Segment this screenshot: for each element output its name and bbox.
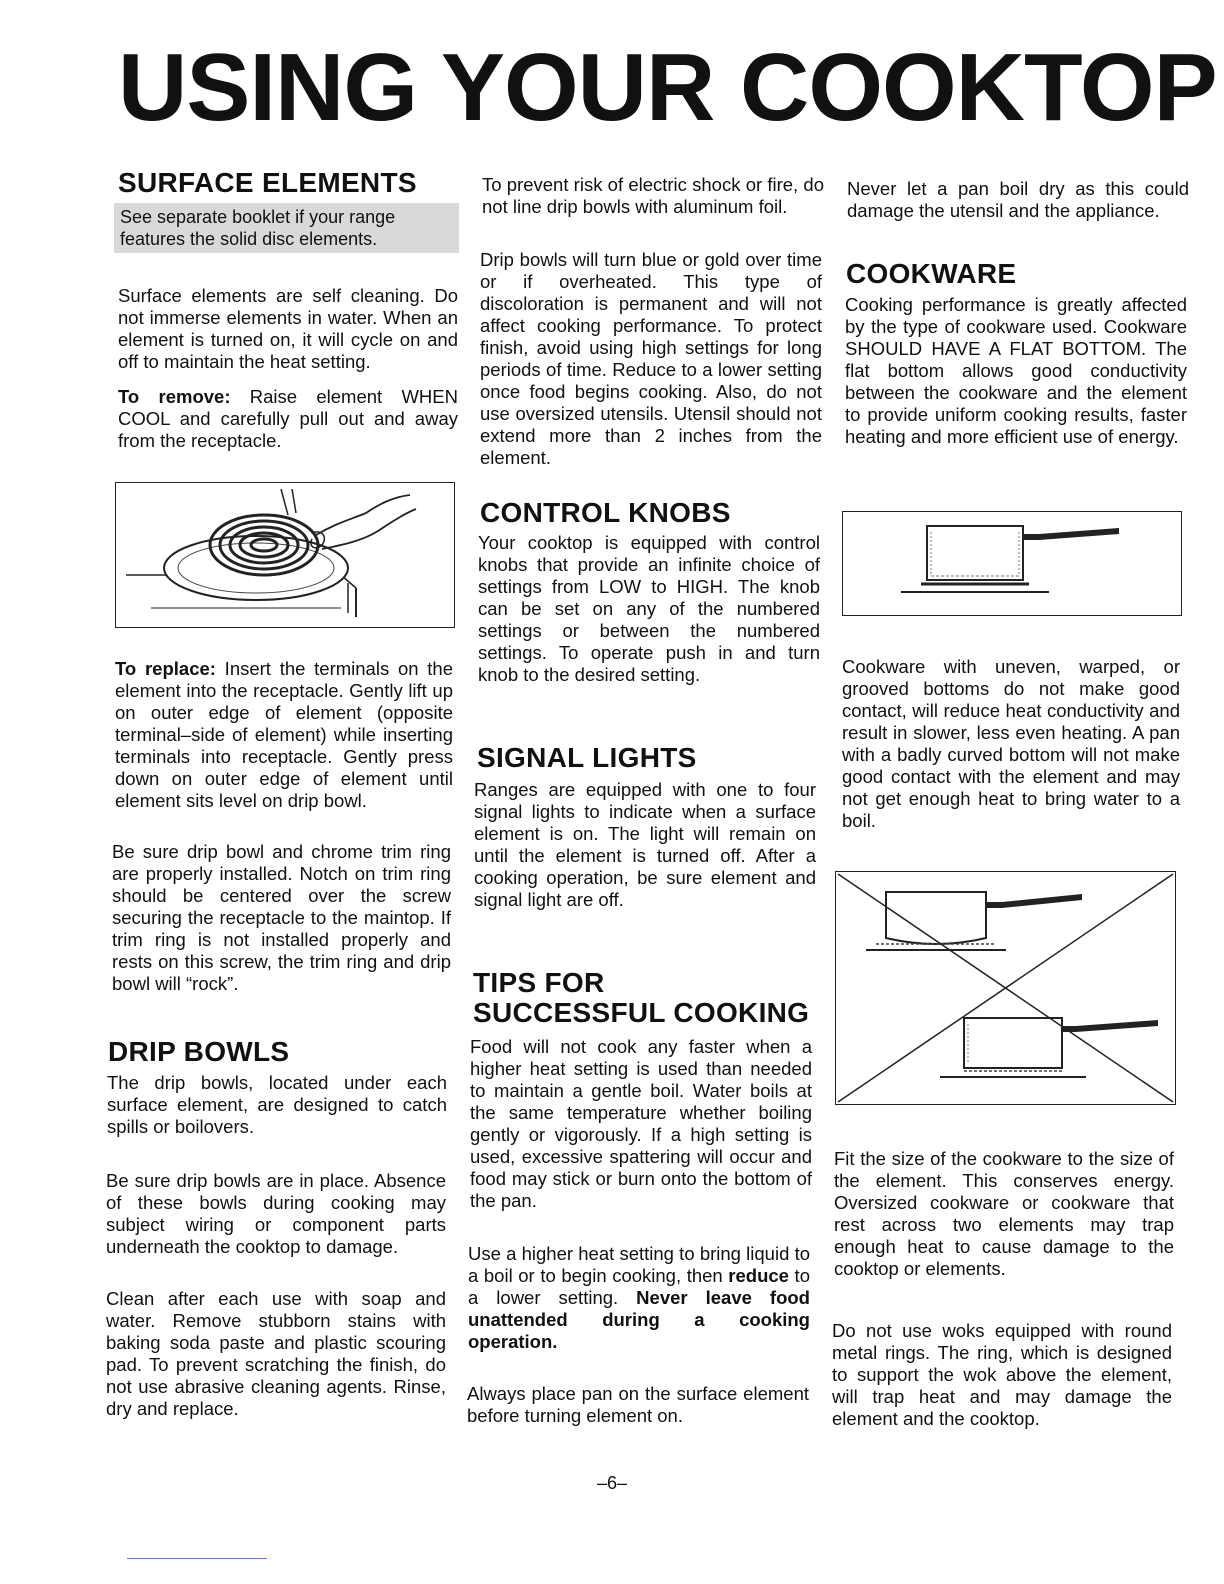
boil-dry-paragraph: Never let a pan boil dry as this could damage the utensil and the appliance. bbox=[847, 178, 1189, 221]
control-knobs-heading: CONTROL KNOBS bbox=[480, 497, 731, 528]
element-removal-illustration bbox=[115, 482, 455, 628]
replace-label: To replace: bbox=[115, 658, 216, 679]
tips-heading-line-2: SUCCESSFUL COOKING bbox=[473, 997, 810, 1029]
footer-rule bbox=[127, 1558, 267, 1559]
tips-paragraph-1: Food will not cook any faster when a higher heat setting is used than needed to maintain a gentle boil. Water boils at the same temperature whether boiling gently or vigorously. If a high setting is used, excessive spattering will occur and food may stick or burn onto the bottom of the pan. bbox=[470, 1036, 812, 1211]
drip-bowl-discoloration-paragraph: Drip bowls will turn blue or gold over time or if overheated. This type of discoloration is permanent and will not affect cooking performance. To protect finish, avoid using high settings for long periods of time. Reduce to a lower setting once food begins cooking. Also, do not use oversized utensils. Utensil should not extend more than 2 inches from the element. bbox=[480, 249, 822, 468]
cookware-paragraph-1: Cooking performance is greatly affected by the type of cookware used. Cookware SHOULD HAVE A FLAT BOTTOM. The flat bottom allows good conductivity between the cookware and the element to provide uniform cooking results, faster heating and more efficient use of energy. bbox=[845, 294, 1187, 447]
page-title: USING YOUR COOKTOP bbox=[118, 34, 1217, 141]
tips-p2-text-a: Use a higher heat setting to bring liquid to a boil or to begin cooking, then bbox=[468, 1243, 810, 1286]
drip-bowls-paragraph-3: Clean after each use with soap and water. Remove stubborn stains with baking soda paste and plastic scouring pad. To prevent scratching the finish, do not use abrasive cleaning agents. Rinse, dry and replace. bbox=[106, 1288, 446, 1419]
drip-bowls-paragraph-1: The drip bowls, located under each surface element, are designed to catch spills or boilovers. bbox=[107, 1072, 447, 1137]
tips-heading bbox=[473, 968, 809, 1028]
tips-paragraph-3: Always place pan on the surface element before turning element on. bbox=[467, 1383, 809, 1426]
surface-elements-paragraph: Surface elements are self cleaning. Do not immerse elements in water. When an element is turned on, it will cycle on and off to maintain the heat setting. bbox=[118, 285, 458, 372]
element-removal-drawing bbox=[116, 483, 454, 627]
page-number: –6– bbox=[596, 1473, 628, 1493]
drip-bowls-heading: DRIP BOWLS bbox=[108, 1036, 290, 1067]
bad-cookware-illustration bbox=[835, 871, 1176, 1105]
remove-instructions bbox=[118, 386, 458, 452]
tips-heading-line-1: TIPS FOR bbox=[473, 967, 605, 998]
solid-disc-note: See separate booklet if your range features the solid disc elements. bbox=[114, 203, 459, 253]
shock-warning-paragraph: To prevent risk of electric shock or fire, do not line drip bowls with aluminum foil. bbox=[482, 174, 824, 217]
cookware-paragraph-4: Do not use woks equipped with round metal rings. The ring, which is designed to support the wok above the element, will trap heat and may damage the element and the cooktop. bbox=[832, 1320, 1172, 1429]
remove-text: Raise element WHEN COOL and carefully pull out and away from the receptacle. bbox=[118, 386, 458, 451]
cookware-paragraph-3: Fit the size of the cookware to the size of the element. This conserves energy. Oversized cookware or cookware that rest across two elements may trap enough heat to cause damage to the cooktop or elements. bbox=[834, 1148, 1174, 1279]
tips-p2-reduce: reduce bbox=[728, 1265, 789, 1286]
tips-p2-text-c: to a lower setting. bbox=[468, 1265, 810, 1308]
cookware-paragraph-2: Cookware with uneven, warped, or grooved bottoms do not make good contact, will reduce heat conductivity and result in slower, less even heating. A pan with a badly curved bottom will not make good contact with the element and may not get enough heat to bring water to a boil. bbox=[842, 656, 1180, 831]
bad-cookware-drawing bbox=[836, 872, 1175, 1104]
tips-paragraph-2 bbox=[468, 1243, 810, 1353]
drip-bowls-paragraph-2: Be sure drip bowls are in place. Absence of these bowls during cooking may subject wiring or component parts underneath the cooktop to damage. bbox=[106, 1170, 446, 1257]
flat-pan-illustration bbox=[842, 511, 1182, 616]
replace-instructions bbox=[115, 658, 453, 812]
signal-lights-paragraph: Ranges are equipped with one to four signal lights to indicate when a surface element is on. The light will remain on until the element is turned off. After a cooking operation, be sure element and signal light are off. bbox=[474, 779, 816, 910]
tips-p2-warning: Never leave food unattended during a cooking operation. bbox=[468, 1287, 810, 1352]
remove-label: To remove: bbox=[118, 386, 231, 407]
replace-text: Insert the terminals on the element into the receptacle. Gently lift up on outer edge of element (opposite terminal–side of element) while inserting terminals into receptacle. Gently press down on outer edge of element until element sits level on drip bowl. bbox=[115, 658, 453, 811]
surface-elements-heading: SURFACE ELEMENTS bbox=[118, 167, 417, 198]
cookware-heading: COOKWARE bbox=[846, 258, 1017, 289]
control-knobs-paragraph: Your cooktop is equipped with control knobs that provide an infinite choice of settings from LOW to HIGH. The knob can be set on any of the numbered settings or between the numbered settings. To operate push in and turn knob to the desired setting. bbox=[478, 532, 820, 685]
trim-ring-paragraph: Be sure drip bowl and chrome trim ring are properly installed. Notch on trim ring should be centered over the screw securing the receptacle to the maintop. If trim ring is not installed properly and rests on this screw, the trim ring and drip bowl will “rock”. bbox=[112, 841, 451, 994]
flat-pan-drawing bbox=[843, 512, 1181, 615]
signal-lights-heading: SIGNAL LIGHTS bbox=[477, 742, 697, 773]
